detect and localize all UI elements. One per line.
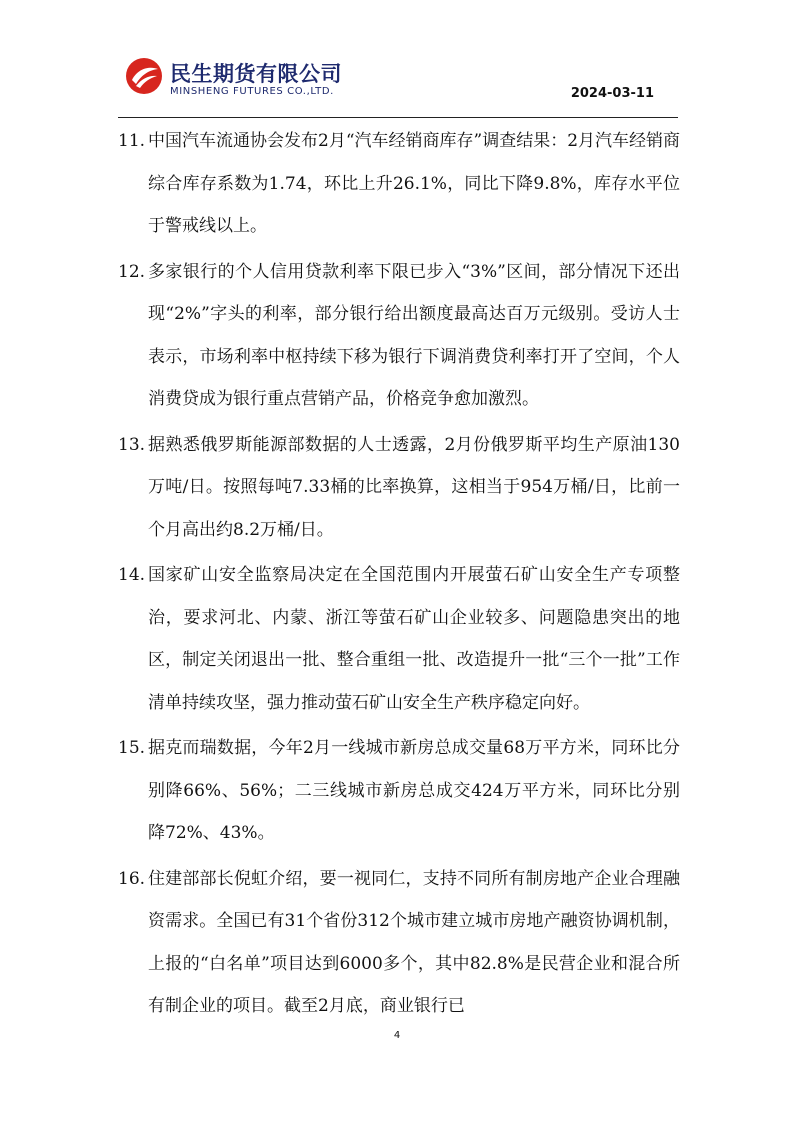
company-name-cn: 民生期货有限公司 — [170, 62, 342, 86]
item-text: 中国汽车流通协会发布2月“汽车经销商库存”调查结果：2月汽车经销商综合库存系数为1.74，环比上升26.1%，同比下降9.8%，库存水平位于警戒线以上。 — [148, 131, 681, 236]
list-item — [118, 554, 680, 724]
item-number: 12. — [118, 261, 146, 282]
list-item — [118, 727, 680, 855]
list-item — [118, 424, 680, 552]
item-text: 国家矿山安全监察局决定在全国范围内开展萤石矿山安全生产专项整治，要求河北、内蒙、浙江等萤石矿山企业较多、问题隐患突出的地区，制定关闭退出一批、整合重组一批、改造提升一批“三个一批”工作清单持续攻坚，强力推动萤石矿山安全生产秩序稳定向好。 — [148, 565, 680, 713]
item-text: 多家银行的个人信用贷款利率下限已步入“3%”区间，部分情况下还出现“2%”字头的利率，部分银行给出额度最高达百万元级别。受访人士表示，市场利率中枢持续下移为银行下调消费贷利率打开了空间，个人消费贷成为银行重点营销产品，价格竞争愈加激烈。 — [148, 261, 680, 409]
item-number: 16. — [118, 868, 146, 889]
item-text: 据熟悉俄罗斯能源部数据的人士透露，2月份俄罗斯平均生产原油130万吨/日。按照每吨7.33桶的比率换算，这相当于954万桶/日，比前一个月高出约8.2万桶/日。 — [148, 434, 680, 540]
header-divider — [118, 117, 678, 118]
item-number: 11. — [118, 131, 146, 151]
list-item — [118, 858, 680, 1028]
company-name-en: MINSHENG FUTURES CO.,LTD. — [170, 86, 334, 97]
report-date: 2024-03-11 — [570, 86, 654, 101]
item-number: 13. — [118, 434, 146, 455]
list-item — [118, 251, 680, 421]
list-item — [118, 120, 680, 248]
item-number: 14. — [118, 565, 146, 585]
minsheng-swoosh-icon — [124, 56, 164, 96]
item-text: 据克而瑞数据，今年2月一线城市新房总成交量68万平方米，同环比分别降66%、56%；二三线城市新房总成交424万平方米，同环比分别降72%、43%。 — [148, 738, 680, 843]
item-number: 15. — [118, 738, 146, 758]
item-text: 住建部部长倪虹介绍，要一视同仁，支持不同所有制房地产企业合理融资需求。全国已有31个省份312个城市建立城市房地产融资协调机制，上报的“白名单”项目达到6000多个，其中82.8%是民营企业和混合所有制企业的项目。截至2月底，商业银行已 — [148, 868, 680, 1016]
page-number: 4 — [393, 1030, 401, 1041]
news-list — [118, 120, 680, 1028]
page-header — [118, 50, 678, 120]
